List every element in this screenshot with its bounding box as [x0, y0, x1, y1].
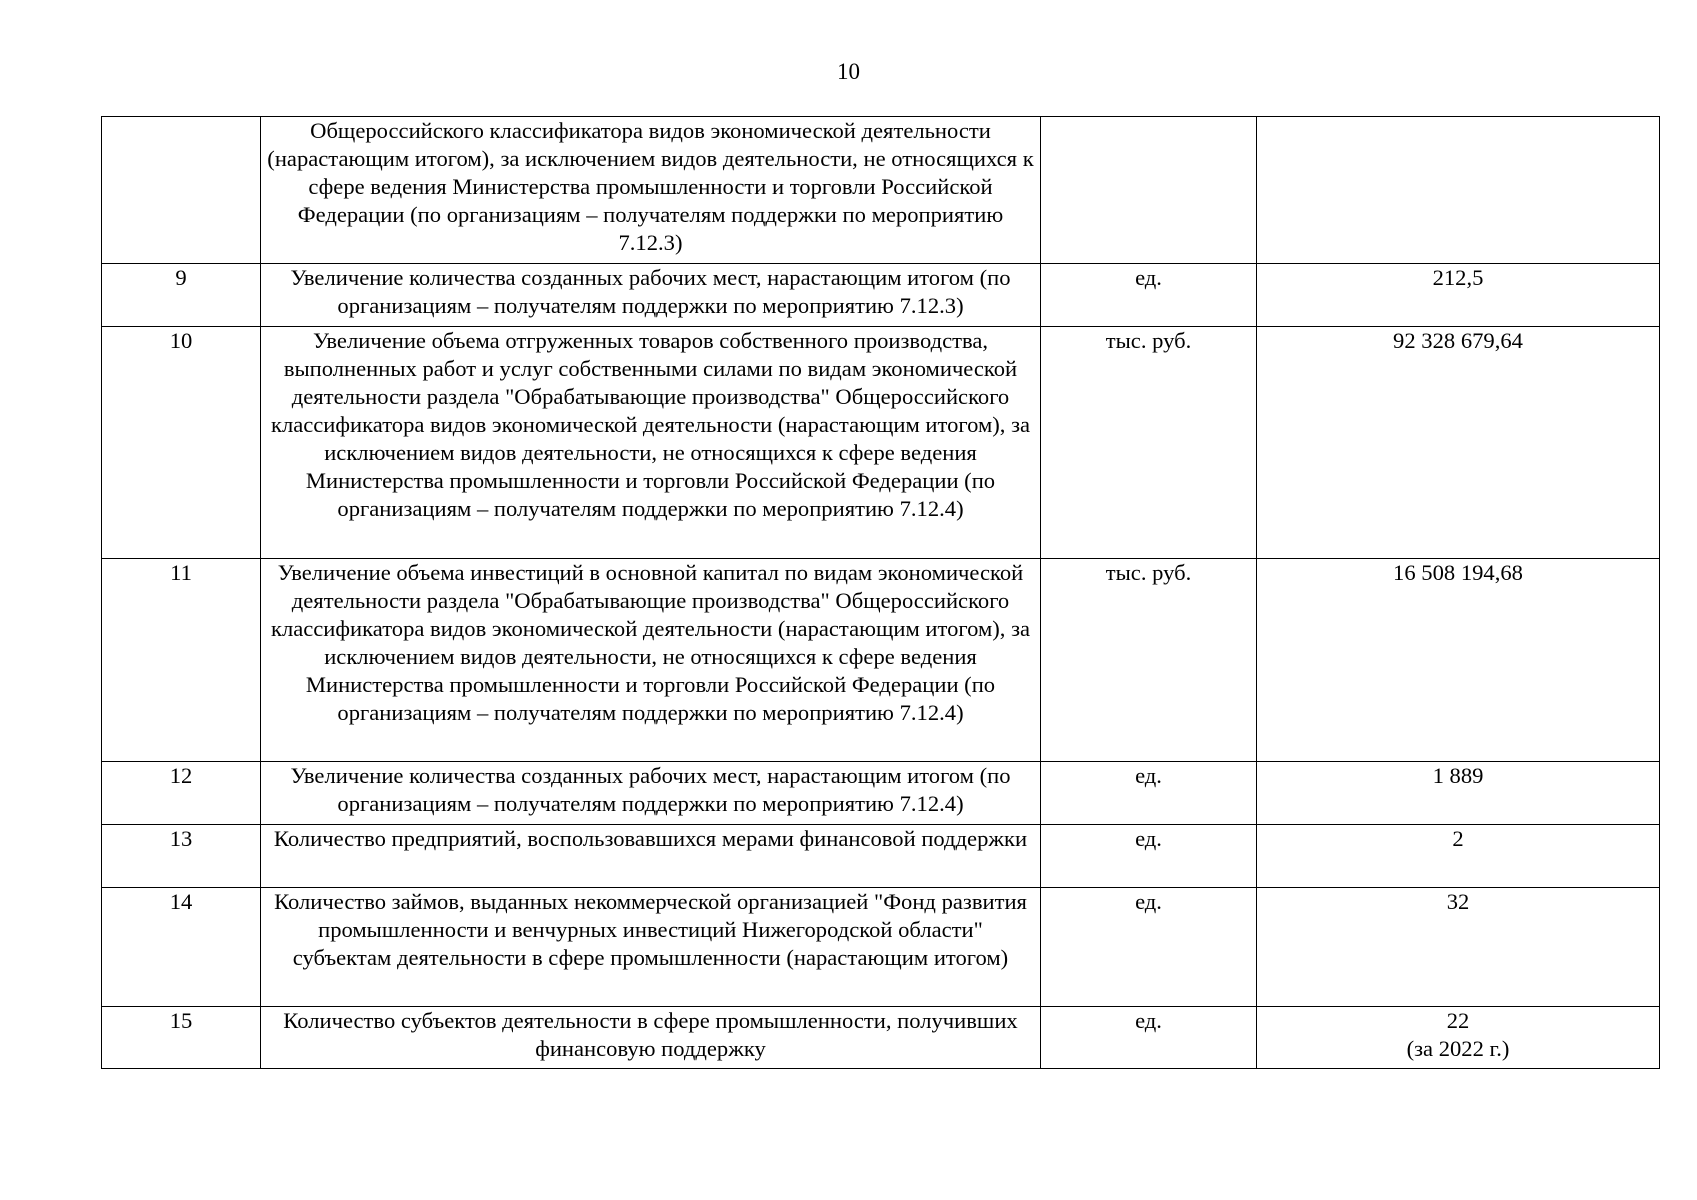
indicator-name: Количество займов, выданных некоммерческой организацией "Фонд развития промышленности и венчурных инвестиций Нижегородской области" субъектам деятельности в сфере промышленности (нарастающим итогом) [261, 888, 1041, 1007]
value-text: 22 [1446, 1008, 1470, 1033]
unit: тыс. руб. [1041, 559, 1257, 762]
unit [1041, 117, 1257, 264]
table-row [102, 888, 1660, 1007]
value [1257, 327, 1660, 559]
unit: ед. [1041, 762, 1257, 825]
row-number [102, 117, 261, 264]
row-number: 12 [102, 762, 261, 825]
unit: ед. [1041, 264, 1257, 327]
page-number: 10 [837, 59, 860, 84]
value [1257, 888, 1660, 1007]
table-row [102, 559, 1660, 762]
table-row [102, 117, 1660, 264]
table-row [102, 1007, 1660, 1069]
table-row [102, 762, 1660, 825]
value [1257, 117, 1660, 264]
indicator-name: Количество субъектов деятельности в сфере промышленности, получивших финансовую поддержку [261, 1007, 1041, 1069]
value-text: 16 508 194,68 [1393, 560, 1523, 585]
value [1257, 264, 1660, 327]
value-text: 2 [1452, 826, 1464, 851]
indicator-name: Увеличение объема инвестиций в основной капитал по видам экономической деятельности раздела "Обрабатывающие производства" Общероссийского классификатора видов экономической деятельности (нарастающим итогом), за исключением видов деятельности, не относящихся к сфере ведения Министерства промышленности и торговли Российской Федерации (по организациям – получателям поддержки по мероприятию 7.12.4) [261, 559, 1041, 762]
value-note: (за 2022 г.) [1406, 1036, 1510, 1061]
indicator-name: Увеличение объема отгруженных товаров собственного производства, выполненных работ и услуг собственными силами по видам экономической деятельности раздела "Обрабатывающие производства" Общероссийского классификатора видов экономической деятельности (нарастающим итогом), за исключением видов деятельности, не относящихся к сфере ведения Министерства промышленности и торговли Российской Федерации (по организациям – получателям поддержки по мероприятию 7.12.4) [261, 327, 1041, 559]
row-number: 13 [102, 825, 261, 888]
indicators-table [101, 116, 1660, 1069]
unit: ед. [1041, 1007, 1257, 1069]
row-number: 10 [102, 327, 261, 559]
row-number: 9 [102, 264, 261, 327]
value [1257, 762, 1660, 825]
row-number: 15 [102, 1007, 261, 1069]
value-text: 92 328 679,64 [1393, 328, 1523, 353]
value [1257, 1007, 1660, 1069]
table-row [102, 825, 1660, 888]
indicator-name: Количество предприятий, воспользовавшихся мерами финансовой поддержки [261, 825, 1041, 888]
unit: ед. [1041, 888, 1257, 1007]
indicator-name: Общероссийского классификатора видов экономической деятельности (нарастающим итогом), за исключением видов деятельности, не относящихся к сфере ведения Министерства промышленности и торговли Российской Федерации (по организациям – получателям поддержки по мероприятию 7.12.3) [261, 117, 1041, 264]
value-text: 32 [1446, 889, 1470, 914]
unit: ед. [1041, 825, 1257, 888]
value-text: 212,5 [1432, 265, 1484, 290]
indicator-name: Увеличение количества созданных рабочих мест, нарастающим итогом (по организациям – получателям поддержки по мероприятию 7.12.3) [261, 264, 1041, 327]
unit: тыс. руб. [1041, 327, 1257, 559]
value [1257, 559, 1660, 762]
row-number: 11 [102, 559, 261, 762]
indicator-name: Увеличение количества созданных рабочих мест, нарастающим итогом (по организациям – получателям поддержки по мероприятию 7.12.4) [261, 762, 1041, 825]
value-text: 1 889 [1432, 763, 1484, 788]
table-row [102, 264, 1660, 327]
row-number: 14 [102, 888, 261, 1007]
value [1257, 825, 1660, 888]
table-row [102, 327, 1660, 559]
